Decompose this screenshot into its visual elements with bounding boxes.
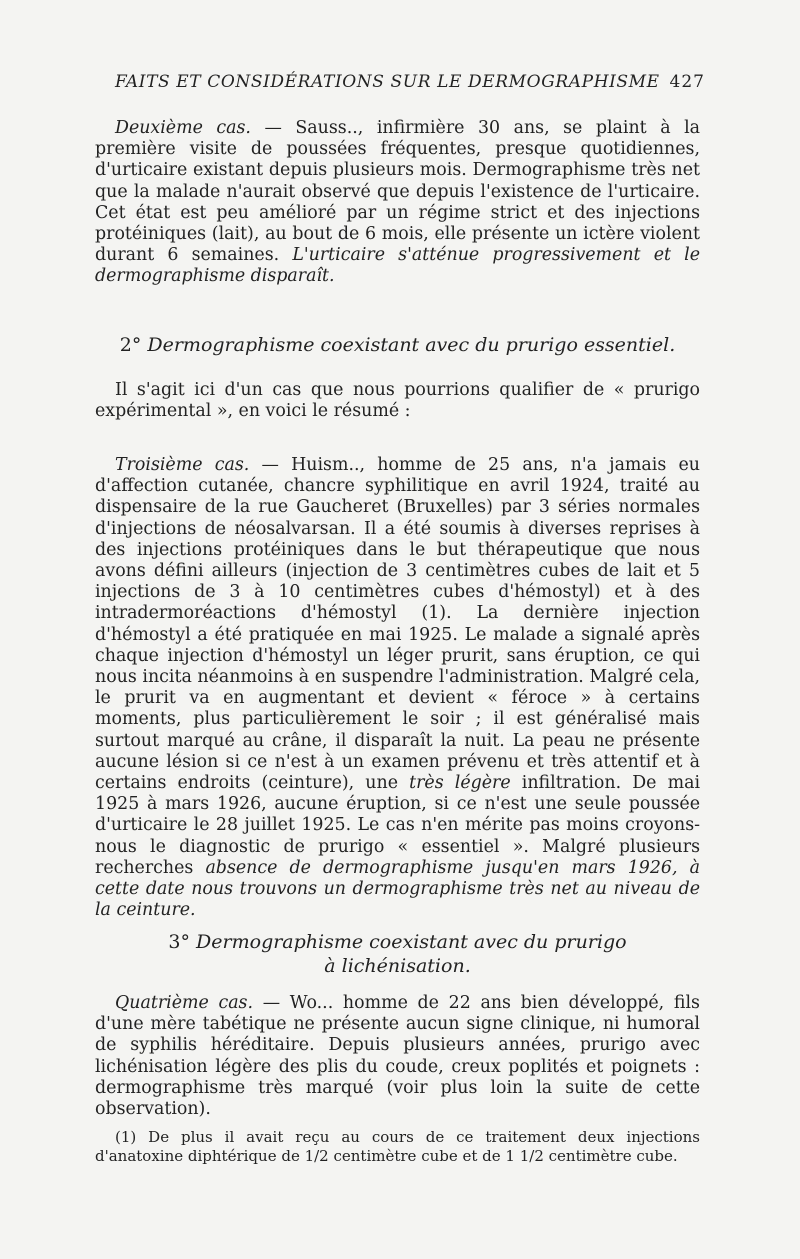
section-2-title: Dermographisme coexistant avec du prurigo essentiel. (147, 334, 676, 356)
case-2-label: Deuxième cas. (115, 118, 251, 138)
case-3-emphasis: très légère (409, 773, 511, 794)
running-header (115, 72, 705, 92)
case-2-conclusion: L'urticaire s'atténue progressivement et le dermographisme disparaît. (95, 245, 700, 287)
case-2-paragraph (95, 118, 700, 288)
section-2-heading (95, 333, 700, 357)
case-3-text-1: — Huism.., homme de 25 ans, n'a jamais eu d'affection cutanée, chancre syphilitique en avril 1924, traité au dispensaire de la rue Gaucheret (Bruxelles) par 3 séries normales d'injections de néosalvarsan. Il a été soumis à diverses reprises à des injections protéiniques dans le but thérapeutique que nous avons défini ailleurs (injection de 3 centimètres cubes de lait et 5 injections de 3 à 10 centimètres cubes d'hémostyl) et à des intradermoréactions d'hémostyl (1). La dernière injection d'hémostyl a été pratiquée en mai 1925. Le malade a signalé après chaque injection d'hémostyl un léger prurit, sans éruption, ce qui nous incita néanmoins à en suspendre l'administration. Malgré cela, le prurit va en augmentant et devient « féroce » à certains moments, plus particulièrement le soir ; il est généralisé mais surtout marqué au crâne, il disparaît la nuit. La peau ne présente aucune lésion si ce n'est à un examen prévenu et très attentif et à certains endroits (ceinture), une (95, 455, 700, 794)
section-3-title-line-2: à lichénisation. (324, 955, 471, 977)
intro-paragraph (95, 380, 700, 422)
intro-text: Il s'agit ici d'un cas que nous pourrions qualifier de « prurigo expérimental », en voici le résumé : (95, 380, 700, 422)
section-2-number: 2° (119, 334, 142, 356)
footnote (95, 1128, 700, 1166)
section-3-number: 3° (168, 931, 190, 953)
footnote-text: (1) De plus il avait reçu au cours de ce traitement deux injections d'anatoxine diphtérique de 1/2 centimètre cube et de 1 1/2 centimètre cube. (95, 1128, 700, 1165)
page-number: 427 (669, 72, 705, 92)
case-4-text: — Wo... homme de 22 ans bien développé, fils d'une mère tabétique ne présente aucun signe clinique, ni humoral de syphilis héréditaire. Depuis plusieurs années, prurigo avec lichénisation légère des plis du coude, creux poplités et poignets : dermographisme très marqué (voir plus loin la suite de cette observation). (95, 993, 700, 1120)
case-3-paragraph (95, 455, 700, 921)
case-3-conclusion: absence de dermographisme jusqu'en mars 1926, à cette date nous trouvons un dermographisme très net au niveau de la ceinture. (95, 857, 700, 921)
section-3-title-line-1: Dermographisme coexistant avec du prurigo (196, 931, 627, 953)
case-3-label: Troisième cas. (115, 455, 250, 475)
case-2-text: — Sauss.., infirmière 30 ans, se plaint à la première visite de poussées fréquentes, presque quotidiennes, d'urticaire existant depuis plusieurs mois. Dermographisme très net que la malade n'aurait observé que depuis l'existence de l'urticaire. Cet état est peu amélioré par un régime strict et des injections protéiniques (lait), au bout de 6 mois, elle présente un ictère violent durant 6 semaines. (95, 118, 701, 266)
case-3-text-2: infiltration. De mai 1925 à mars 1926, aucune éruption, si ce n'est une seule poussée d'urticaire le 28 juillet 1925. Le cas n'en mérite pas moins croyons-nous le diagnostic de prurigo « essentiel ». Malgré plusieurs recherches (95, 773, 701, 878)
section-3-heading (95, 930, 700, 978)
case-4-label: Quatrième cas. (115, 993, 254, 1013)
running-title: FAITS ET CONSIDÉRATIONS SUR LE DERMOGRAPHISME (115, 72, 660, 92)
case-4-paragraph (95, 993, 700, 1120)
